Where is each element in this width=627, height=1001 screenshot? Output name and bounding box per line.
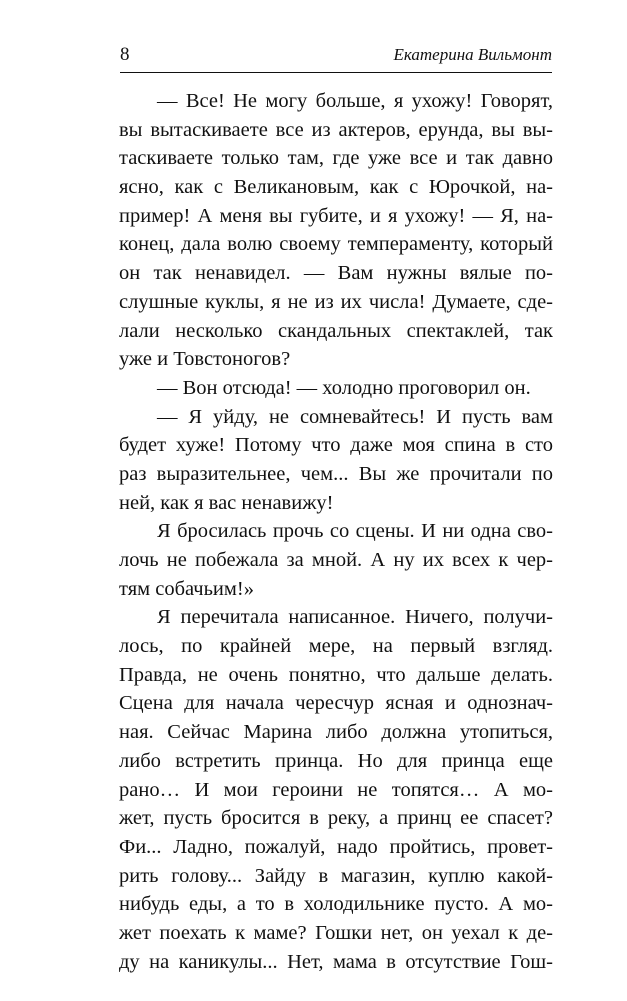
text-line: Правда, не очень понятно, что дальше делать. [119,663,553,686]
text-line: тям собачьим!» [119,577,254,600]
text-line: лали несколько скандальных спектаклей, так [119,319,553,342]
text-line: таскиваете только там, где уже все и так давно [119,147,553,170]
running-title: Екатерина Вильмонт [393,45,552,64]
body-text [119,87,553,976]
text-line: слушные куклы, я не из их числа! Думаете, сде- [119,290,553,313]
text-line: Сцена для начала чересчур ясная и однознач- [119,692,553,715]
running-head [120,44,552,66]
text-line: жет, пусть бросится в реку, а принц ее спасет? [119,807,553,830]
text-line: вы вытаскиваете все из актеров, ерунда, вы вы- [119,118,553,141]
text-line: Я бросилась прочь со сцены. И ни одна сво- [157,520,553,543]
text-line: уже и Товстоногов? [119,348,291,371]
text-line: ясно, как с Великановым, как с Юрочкой, на- [119,176,553,199]
text-line: конец, дала волю своему темпераменту, который [119,233,553,256]
text-line: рить голову... Зайду в магазин, куплю какой- [119,864,553,887]
text-line: раз выразительнее, чем... Вы же прочитали по [119,462,553,485]
text-line: Фи... Ладно, пожалуй, надо пройтись, провет- [119,835,553,858]
text-line: ная. Сейчас Марина либо должна утопиться, [119,721,553,744]
text-line: — Вон отсюда! — холодно проговорил он. [157,376,531,399]
text-line: пример! А меня вы губите, и я ухожу! — Я, на- [119,204,553,227]
header-rule [120,72,552,73]
text-line: рано… И мои героини не топятся… А мо- [119,778,553,801]
text-line: либо встретить принца. Но для принца еще [119,749,553,772]
text-line: ду на каникулы... Нет, мама в отсутствие Гош- [119,950,553,973]
page-number: 8 [120,44,130,65]
text-line: жет поехать к маме? Гошки нет, он уехал к де- [119,921,553,944]
text-line: Я перечитала написанное. Ничего, получи- [157,606,553,629]
text-line: лось, по крайней мере, на первый взгляд. [119,635,553,658]
text-line: — Я уйду, не сомневайтесь! И пусть вам [157,405,553,428]
text-line: — Все! Не могу больше, я ухожу! Говорят, [157,90,553,112]
text-line: будет хуже! Потому что даже моя спина в сто [119,434,553,457]
text-line: нибудь еды, а то в холодильнике пусто. А мо- [119,893,553,916]
text-line: лочь не побежала за мной. А ну их всех к чер- [119,549,553,571]
text-line: он так ненавидел. — Вам нужны вялые по- [119,262,553,285]
text-line: ней, как я вас ненавижу! [119,491,334,514]
